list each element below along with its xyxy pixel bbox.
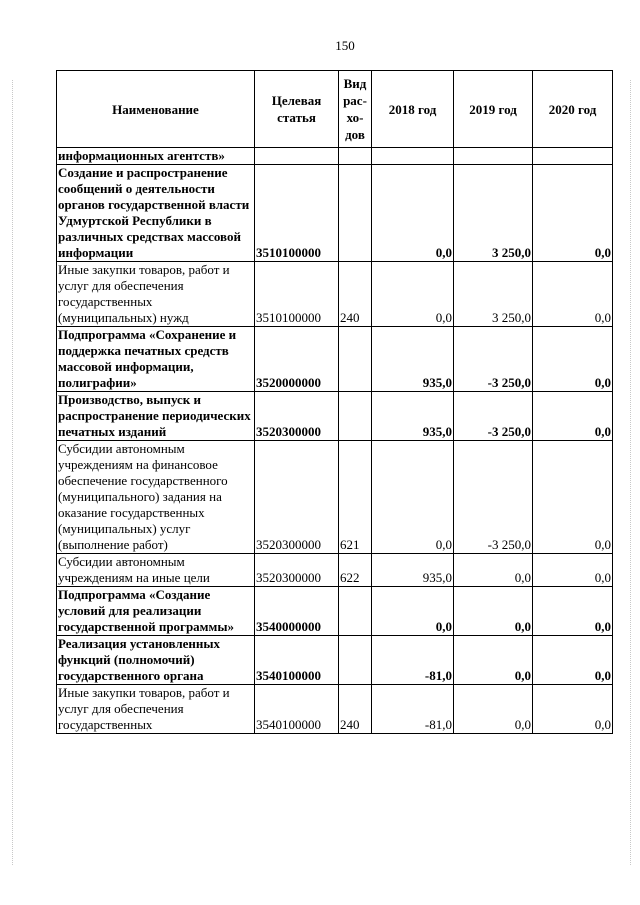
cell-2019: 0,0 — [454, 554, 533, 587]
cell-kind — [339, 392, 372, 441]
cell-kind: 240 — [339, 262, 372, 327]
cell-2019: -3 250,0 — [454, 441, 533, 554]
header-2019: 2019 год — [454, 71, 533, 148]
cell-2019: 3 250,0 — [454, 165, 533, 262]
cell-2020: 0,0 — [533, 392, 613, 441]
cell-name: Иные закупки товаров, работ и услуг для обеспечения государственных — [57, 685, 255, 734]
cell-name: Субсидии автономным учреждениям на иные цели — [57, 554, 255, 587]
cell-kind — [339, 587, 372, 636]
cell-2020: 0,0 — [533, 636, 613, 685]
cell-2018: 0,0 — [372, 165, 454, 262]
cell-target — [255, 148, 339, 165]
cell-2018: 0,0 — [372, 441, 454, 554]
table-row — [57, 636, 613, 685]
cell-kind — [339, 327, 372, 392]
cell-2018: 935,0 — [372, 554, 454, 587]
cell-2018 — [372, 148, 454, 165]
cell-2019: 0,0 — [454, 685, 533, 734]
header-row — [57, 71, 613, 148]
cell-target: 3540000000 — [255, 587, 339, 636]
cell-2020: 0,0 — [533, 262, 613, 327]
cell-kind — [339, 636, 372, 685]
cell-target: 3510100000 — [255, 262, 339, 327]
cell-2018: 935,0 — [372, 327, 454, 392]
cell-2019: -3 250,0 — [454, 392, 533, 441]
table-row — [57, 441, 613, 554]
cell-name: Производство, выпуск и распространение периодических печатных изданий — [57, 392, 255, 441]
cell-2020 — [533, 148, 613, 165]
cell-target: 3520000000 — [255, 327, 339, 392]
cell-name: Реализация установленных функций (полномочий) государственного органа — [57, 636, 255, 685]
cell-kind: 621 — [339, 441, 372, 554]
cell-2018: 0,0 — [372, 587, 454, 636]
cell-name: Подпрограмма «Создание условий для реализации государственной программы» — [57, 587, 255, 636]
cell-target: 3540100000 — [255, 685, 339, 734]
cell-name: Создание и распространение сообщений о деятельности органов государственной власти Удмуртской Республики в различных средствах массовой информации — [57, 165, 255, 262]
header-name: Наименование — [57, 71, 255, 148]
table-row — [57, 148, 613, 165]
cell-2018: 0,0 — [372, 262, 454, 327]
table-row — [57, 685, 613, 734]
cell-name: Субсидии автономным учреждениям на финансовое обеспечение государственного (муниципального) задания на оказание государственных (муниципальных) услуг (выполнение работ) — [57, 441, 255, 554]
cell-kind: 240 — [339, 685, 372, 734]
header-2020: 2020 год — [533, 71, 613, 148]
cell-kind: 622 — [339, 554, 372, 587]
cell-2018: 935,0 — [372, 392, 454, 441]
cell-2019: -3 250,0 — [454, 327, 533, 392]
table-row — [57, 392, 613, 441]
cell-2018: -81,0 — [372, 685, 454, 734]
cell-name: информационных агентств» — [57, 148, 255, 165]
cell-name: Подпрограмма «Сохранение и поддержка печатных средств массовой информации, полиграфии» — [57, 327, 255, 392]
cell-target: 3540100000 — [255, 636, 339, 685]
cell-target: 3520300000 — [255, 392, 339, 441]
cell-target: 3510100000 — [255, 165, 339, 262]
table-row — [57, 554, 613, 587]
scan-margin-right — [630, 80, 631, 865]
cell-name: Иные закупки товаров, работ и услуг для обеспечения государственных (муниципальных) нужд — [57, 262, 255, 327]
cell-2019: 3 250,0 — [454, 262, 533, 327]
page-number: 150 — [335, 38, 355, 53]
cell-2019 — [454, 148, 533, 165]
budget-table — [56, 70, 613, 734]
cell-target: 3520300000 — [255, 441, 339, 554]
scan-margin-left — [12, 80, 13, 865]
table-body — [57, 148, 613, 734]
header-target: Целевая статья — [255, 71, 339, 148]
cell-2019: 0,0 — [454, 587, 533, 636]
table-row — [57, 327, 613, 392]
cell-2020: 0,0 — [533, 587, 613, 636]
table-row — [57, 587, 613, 636]
cell-2019: 0,0 — [454, 636, 533, 685]
cell-2018: -81,0 — [372, 636, 454, 685]
header-2018: 2018 год — [372, 71, 454, 148]
cell-target: 3520300000 — [255, 554, 339, 587]
cell-kind — [339, 148, 372, 165]
table-row — [57, 262, 613, 327]
cell-2020: 0,0 — [533, 327, 613, 392]
cell-2020: 0,0 — [533, 554, 613, 587]
cell-2020: 0,0 — [533, 685, 613, 734]
cell-2020: 0,0 — [533, 165, 613, 262]
header-kind: Вид рас- хо- дов — [339, 71, 372, 148]
table-row — [57, 165, 613, 262]
cell-kind — [339, 165, 372, 262]
cell-2020: 0,0 — [533, 441, 613, 554]
